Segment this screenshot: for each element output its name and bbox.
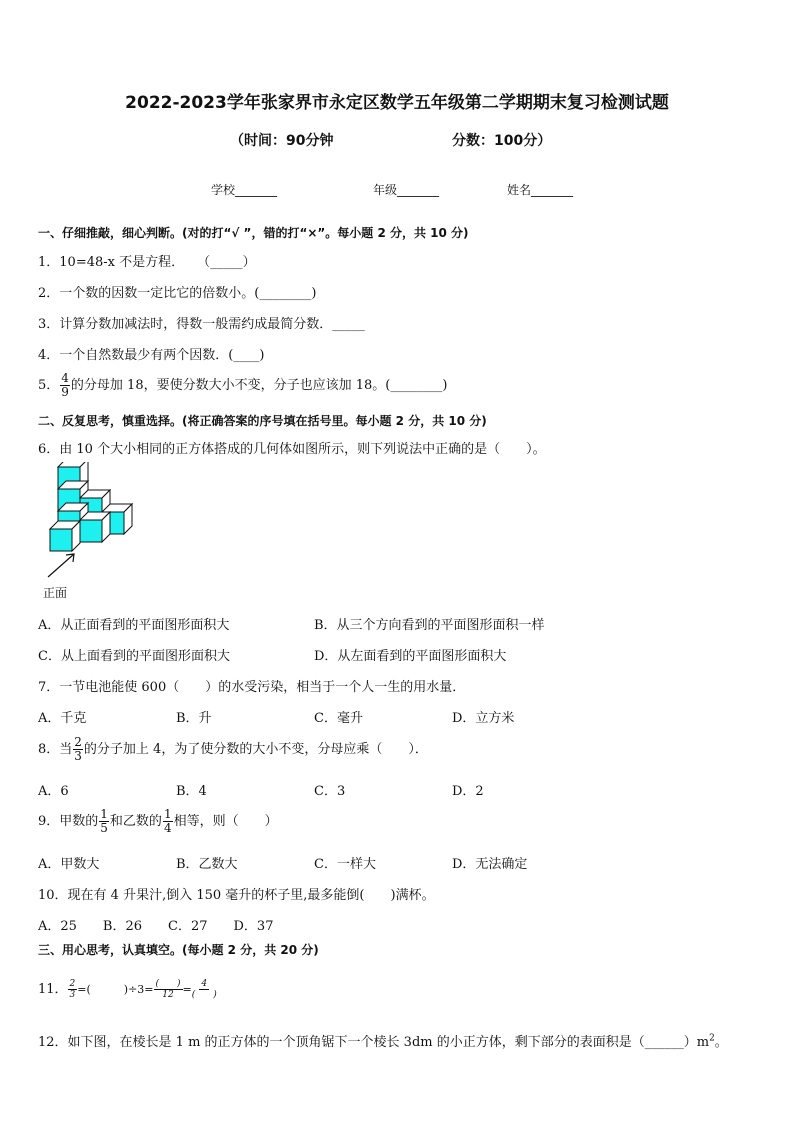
q11-equals: =	[182, 983, 192, 996]
q12-text: 12．如下图，在棱长是 1 m 的正方体的一个顶角锯下一个棱长 3dm 的小正方体，剩下部分的表面积是（______）m	[38, 1035, 710, 1050]
q8-fraction	[73, 736, 83, 763]
section3-heading: 三、用心思考，认真填空。(每小题 2 分，共 20 分)	[38, 943, 319, 957]
q9-text: 相等，则（ ）	[173, 814, 278, 829]
q8-text: 的分子加上 4，为了使分数的大小不变，分母应乘（ ）．	[83, 742, 428, 757]
exam-title: 2022-2023学年张家界市永定区数学五年级第二学期期末复习检测试题	[125, 93, 669, 113]
q9-numerator-2: 1	[163, 807, 172, 821]
grade-field[interactable]: 年级_______	[373, 183, 440, 197]
q9-fraction-2	[163, 808, 173, 835]
exam-score: 分数：100分）	[452, 133, 552, 149]
q9-option-a[interactable]: A．甲数大	[38, 857, 100, 872]
q9-option-d[interactable]: D．无法确定	[452, 857, 528, 872]
question-7: 7．一节电池能使 600（ ）的水受污染，相当于一个人一生的用水量．	[38, 680, 466, 695]
q9-prefix: 9．甲数的	[38, 814, 99, 829]
question-8	[38, 736, 428, 763]
cube-front-face	[50, 529, 72, 551]
cube-figure	[38, 462, 138, 592]
q8-numerator: 2	[74, 735, 82, 749]
q11-fraction-2[interactable]	[154, 979, 183, 1000]
q8-option-a[interactable]: A．6	[38, 784, 69, 799]
front-arrow	[48, 554, 74, 577]
question-6: 6．由 10 个大小相同的正方体搭成的几何体如图所示，则下列说法中正确的是（ ）。	[38, 442, 546, 457]
q9-numerator-1: 1	[100, 807, 108, 821]
q9-fraction-1	[99, 808, 109, 835]
exam-time: （时间：90分钟	[230, 133, 334, 149]
q11-f1-denominator: 3	[69, 990, 76, 1000]
section1-heading: 一、仔细推敲，细心判断。(对的打“√ ”，错的打“×”。每小题 2 分，共 10 分)	[38, 226, 469, 240]
q7-option-c[interactable]: C．毫升	[314, 711, 363, 726]
q8-option-c[interactable]: C．3	[314, 784, 346, 799]
q12-superscript: 2	[709, 1033, 715, 1044]
question-11	[38, 978, 217, 1000]
q11-fraction-3[interactable]	[192, 979, 217, 1000]
question-3: 3．计算分数加减法时，得数一般需约成最简分数．_____	[38, 317, 365, 332]
question-2: 2．一个数的因数一定比它的倍数小。(________)	[38, 286, 317, 301]
q10-options[interactable]: A．25 B．26 C．27 D．37	[38, 919, 274, 934]
question-1: 1．10=48-x 不是方程． （_____）	[38, 255, 256, 270]
q5-denominator: 9	[61, 385, 69, 399]
q11-f3-numerator: 4	[201, 979, 208, 989]
school-field[interactable]: 学校_______	[211, 183, 278, 197]
q5-fraction	[60, 372, 70, 399]
cube-stack	[50, 462, 132, 551]
q8-denominator: 3	[74, 749, 82, 763]
q11-fraction-1	[68, 979, 78, 1000]
q11-mid[interactable]: =( )÷3=	[77, 983, 154, 996]
front-label: 正面	[43, 586, 68, 600]
q11-f1-numerator: 2	[69, 979, 76, 989]
q8-option-b[interactable]: B．4	[176, 784, 207, 799]
q11-f2-denominator: 12	[162, 990, 174, 1000]
question-4: 4．一个自然数最少有两个因数．(____)	[38, 348, 265, 363]
question-10: 10．现在有 4 升果汁,倒入 150 毫升的杯子里,最多能倒( )满杯。	[38, 888, 435, 903]
q11-f2-numerator: ( )	[155, 979, 181, 989]
q11-f3-denominator: ( )	[191, 990, 217, 1000]
q9-option-c[interactable]: C．一样大	[314, 857, 376, 872]
q7-option-b[interactable]: B．升	[176, 711, 212, 726]
q6-option-a[interactable]: A．从正面看到的平面图形面积大	[38, 618, 230, 633]
section2-heading: 二、反复思考，慎重选择。(将正确答案的序号填在括号里。每小题 2 分，共 10 分)	[38, 414, 487, 428]
question-9	[38, 808, 278, 835]
q5-numerator: 4	[61, 371, 69, 385]
q5-text: 的分母加 18，要使分数大小不变，分子也应该加 18。(________)	[70, 378, 448, 393]
q6-option-c[interactable]: C．从上面看到的平面图形面积大	[38, 649, 230, 664]
q9-denominator-2: 4	[163, 821, 172, 835]
name-field[interactable]: 姓名_______	[507, 183, 574, 197]
question-12	[38, 1031, 728, 1050]
q7-option-a[interactable]: A．千克	[38, 711, 87, 726]
q6-option-b[interactable]: B．从三个方向看到的平面图形面积一样	[314, 618, 545, 633]
cube-front-face	[80, 520, 102, 542]
q7-option-d[interactable]: D．立方米	[452, 711, 515, 726]
q9-denominator-1: 5	[100, 821, 108, 835]
q12-end: 。	[714, 1035, 728, 1050]
q6-option-d[interactable]: D．从左面看到的平面图形面积大	[314, 649, 507, 664]
q5-prefix: 5．	[38, 378, 60, 393]
q11-prefix: 11．	[38, 982, 68, 997]
question-5	[38, 372, 447, 399]
q9-option-b[interactable]: B．乙数大	[176, 857, 238, 872]
q8-option-d[interactable]: D．2	[452, 784, 484, 799]
q8-prefix: 8．当	[38, 742, 73, 757]
q9-mid: 和乙数的	[109, 814, 162, 829]
